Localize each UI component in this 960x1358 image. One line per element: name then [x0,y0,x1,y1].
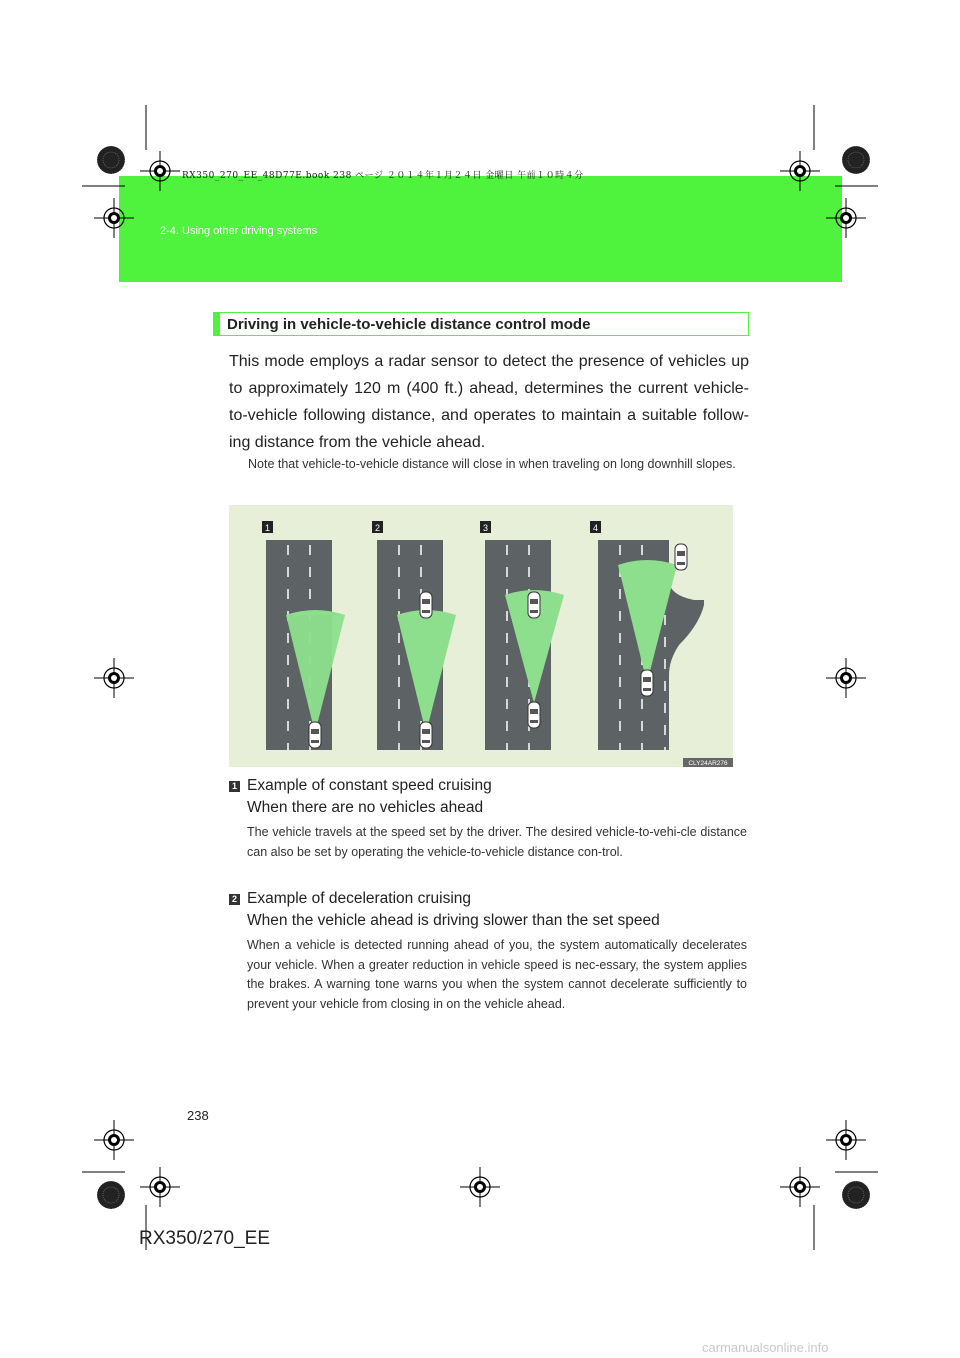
crosshair-mark [780,1167,820,1207]
item-title: Example of deceleration cruising [247,890,472,907]
note-paragraph: Note that vehicle-to-vehicle distance will close in when traveling on long downhill slopes. [248,457,736,471]
crosshair-mark [94,198,134,238]
sunburst-mark [97,146,125,174]
item-subtitle: When there are no vehicles ahead [247,799,484,816]
own-vehicle-1 [309,722,321,748]
own-vehicle-3 [528,702,540,728]
own-vehicle-4 [641,670,653,696]
item-description: The vehicle travels at the speed set by the driver. The desired vehicle-to-vehi-cle distance can also be set by operating the vehicle-to-vehicle distance con-trol. [247,825,747,859]
heading-accent-bar [214,313,220,335]
item-number-badge: 1 [229,781,240,792]
list-item [229,888,749,1048]
lead-vehicle-4 [675,544,687,570]
intro-paragraph: This mode employs a radar sensor to detect the presence of vehicles up to approximately 120 m (400 ft.) ahead, determines the current vehicle-to-vehicle following distance, and operates to maintain a suitable follow-ing distance from the vehicle ahead. [229,353,749,451]
panel-badge-1: 1 [264,523,271,533]
sunburst-mark [97,1181,125,1209]
crosshair-mark [826,198,866,238]
own-vehicle-2 [420,722,432,748]
panel-badge-4: 4 [592,523,599,533]
list-item [229,775,749,885]
cruise-illustration [229,505,733,767]
section-heading: Driving in vehicle-to-vehicle distance control mode [227,316,591,333]
section-heading-box [213,312,749,336]
figure-code: CLY24AR276 [688,760,728,767]
model-code: RX350/270_EE [139,1228,270,1249]
item-description: When a vehicle is detected running ahead of you, the system automatically decelerates your vehicle. When a greater reduction in vehicle speed is nec-essary, the system applies the brakes. A warning tone warns you when the system cannot decelerate sufficiently to prevent your vehicle from closing in on the vehicle ahead. [247,938,747,1011]
item-subtitle: When the vehicle ahead is driving slower than the set speed [247,912,660,929]
sunburst-mark [842,1181,870,1209]
book-info-line: RX350_270_EE_48D77E.book 238 ページ ２０１４年１月２４日 金曜日 午前１０時４分 [182,171,584,181]
crosshair-mark [94,658,134,698]
crosshair-mark [826,1120,866,1160]
sunburst-mark [842,146,870,174]
panel-badge-3: 3 [482,523,489,533]
crosshair-mark [94,1120,134,1160]
crosshair-mark [780,151,820,191]
page-number: 238 [187,1108,209,1123]
crosshair-mark [460,1167,500,1207]
crosshair-mark [140,1167,180,1207]
crosshair-mark [826,658,866,698]
watermark: carmanualsonline.info [702,1340,829,1355]
item-number-badge: 2 [229,894,240,905]
crosshair-mark [140,151,180,191]
lead-vehicle-3 [528,592,540,618]
lead-vehicle-2 [420,592,432,618]
section-label: 2-4. Using other driving systems [160,225,318,237]
panel-badge-2: 2 [374,523,381,533]
item-title: Example of constant speed cruising [247,777,492,794]
